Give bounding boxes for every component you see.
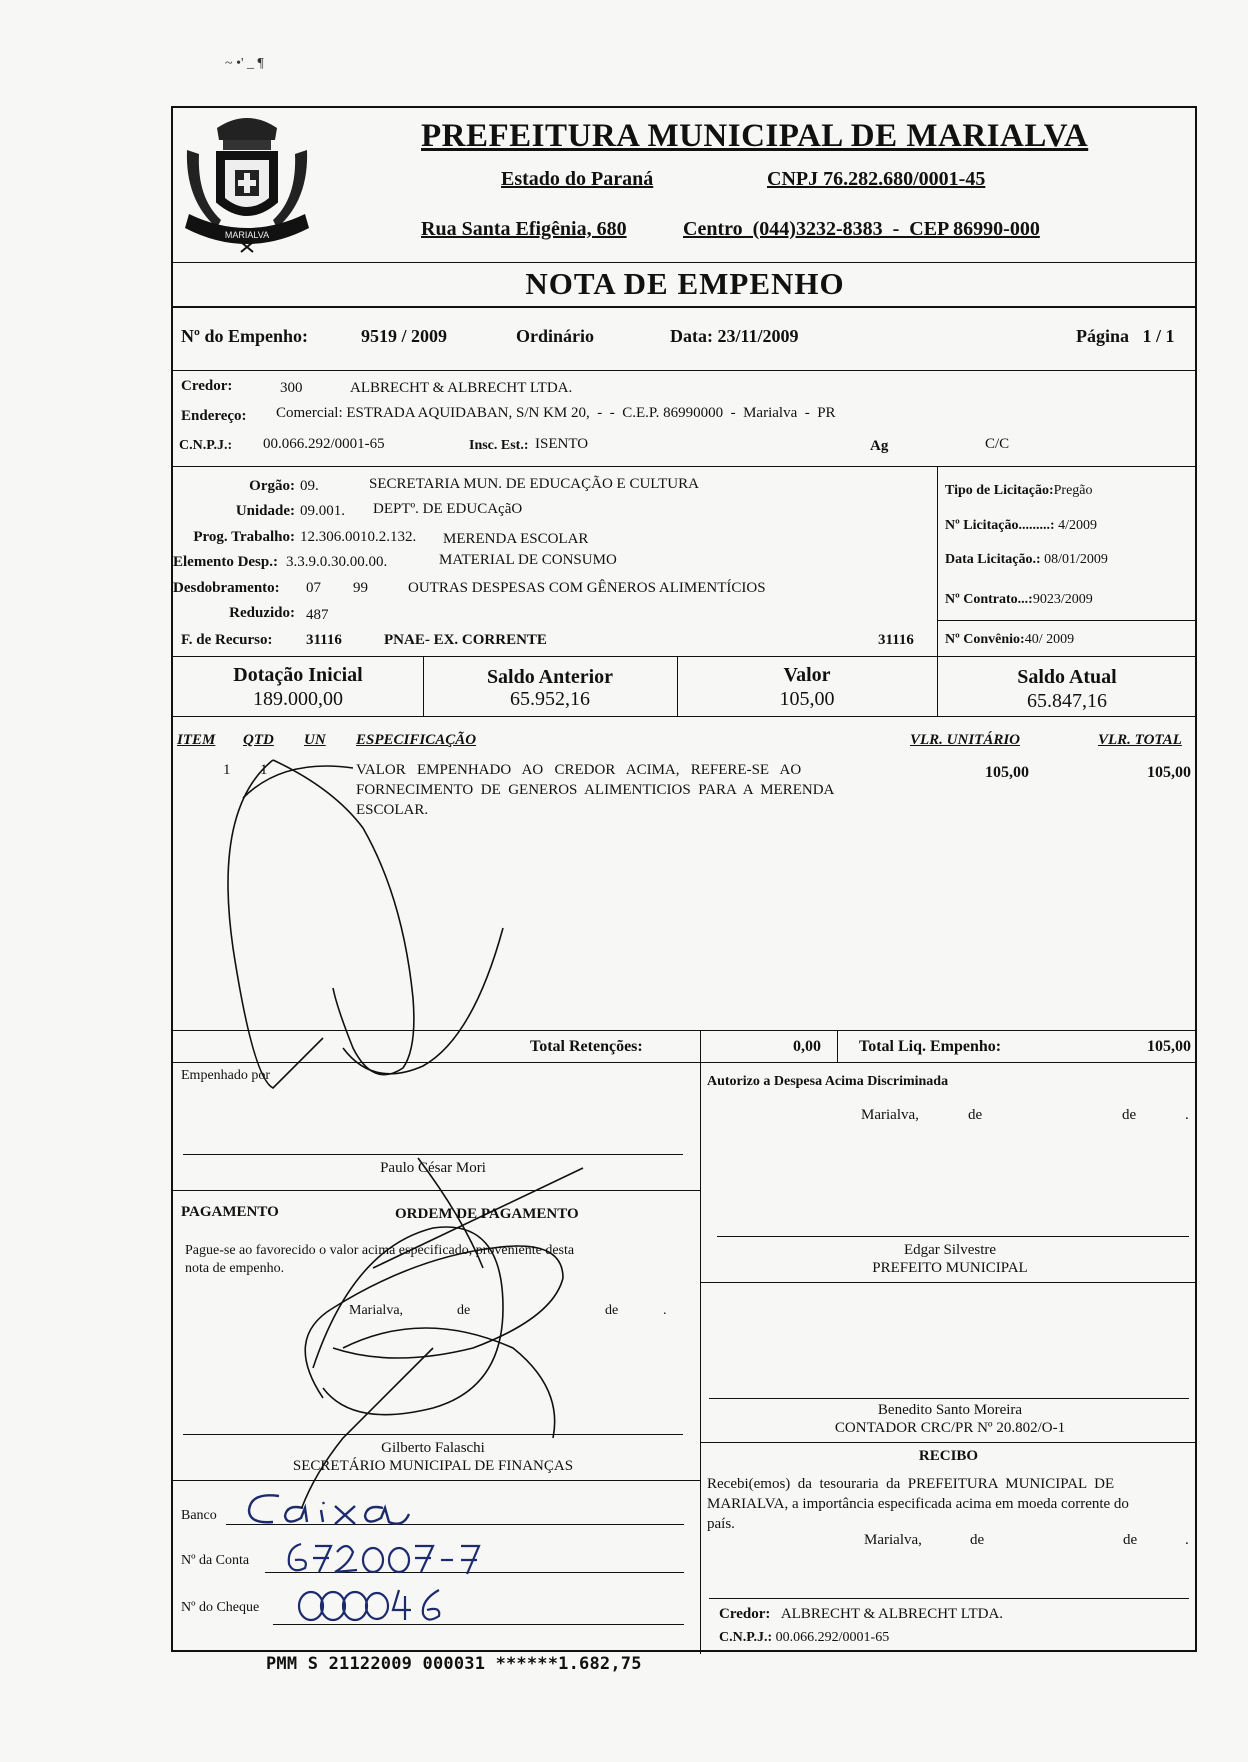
recibo-credor: Credor: ALBRECHT & ALBRECHT LTDA. <box>719 1606 1004 1622</box>
contador-name: Benedito Santo Moreira <box>877 1402 1023 1418</box>
credor-address: Comercial: ESTRADA AQUIDABAN, S/N KM 20, - - C.E.P. 86990000 - Marialva - PR <box>276 405 836 421</box>
pague-se-line-2: nota de empenho. <box>185 1261 285 1276</box>
ordem-pagamento-title: ORDEM DE PAGAMENTO <box>395 1206 579 1222</box>
cheque-label: Nº do Cheque <box>181 1600 260 1615</box>
item-total-value: 105,00 <box>1147 764 1191 781</box>
empenho-type: Ordinário <box>516 326 595 346</box>
street-address: Rua Santa Efigênia, 680 <box>421 218 627 240</box>
recibo-city: Marialva, <box>864 1532 922 1548</box>
recibo-de-1: de <box>970 1532 985 1548</box>
account-label: C/C <box>985 436 1010 452</box>
saldo-anterior-label: Saldo Anterior <box>486 666 614 688</box>
recurso-code: 31116 <box>306 632 342 648</box>
unidade-code: 09.001. <box>300 503 345 519</box>
banco-label: Banco <box>181 1508 217 1523</box>
address-label: Endereço: <box>181 408 247 424</box>
prog-trabalho-name: MERENDA ESCOLAR <box>443 531 589 547</box>
credor-name: ALBRECHT & ALBRECHT LTDA. <box>350 380 573 396</box>
total-liquido-value: 105,00 <box>1147 1038 1191 1055</box>
saldo-atual-label: Saldo Atual <box>1017 666 1117 688</box>
numero-contrato: Nº Contrato...:9023/2009 <box>945 592 1093 607</box>
col-un: UN <box>304 732 326 748</box>
pagamento-de-2: de <box>605 1303 619 1318</box>
conta-handwritten <box>283 1538 503 1578</box>
recurso-label: F. de Recurso: <box>181 632 273 648</box>
insc-est-value: ISENTO <box>535 436 589 452</box>
desdobramento-name: OUTRAS DESPESAS COM GÊNEROS ALIMENTÍCIOS <box>408 580 766 596</box>
desdobramento-label: Desdobramento: <box>173 580 280 596</box>
contador-title: CONTADOR CRC/PR Nº 20.802/O-1 <box>834 1420 1066 1436</box>
crest-banner-text: MARIALVA <box>224 230 270 240</box>
credor-cnpj: 00.066.292/0001-65 <box>263 436 385 452</box>
desdobramento-a: 07 <box>306 580 321 596</box>
document-title: NOTA DE EMPENHO <box>525 266 845 301</box>
state-name: Estado do Paraná <box>501 168 654 190</box>
signature-scribbles <box>173 748 1197 1508</box>
conta-label: Nº da Conta <box>181 1553 250 1568</box>
autorizo-dot: . <box>1185 1107 1189 1123</box>
municipal-crest-icon <box>177 110 317 260</box>
col-item: ITEM <box>177 732 216 748</box>
agency-label: Ag <box>870 438 889 454</box>
contact-info: Centro (044)3232-8383 - CEP 86990-000 <box>683 218 1040 240</box>
item-spec-line-3: ESCOLAR. <box>356 802 429 818</box>
pagamento-de-1: de <box>457 1303 471 1318</box>
valor-label: Valor <box>783 664 831 686</box>
empenho-number-label: Nº do Empenho: <box>181 326 308 346</box>
recibo-line-2: MARIALVA, a importância especificada acima em moeda corrente do <box>707 1496 1129 1512</box>
autorizo-de-2: de <box>1122 1107 1137 1123</box>
recibo-dot: . <box>1185 1532 1189 1548</box>
recibo-line-1: Recebi(emos) da tesouraria da PREFEITURA MUNICIPAL DE <box>707 1476 1115 1492</box>
reduzido-value: 487 <box>306 607 329 623</box>
recurso-code-2: 31116 <box>878 632 914 648</box>
item-qty: 1 <box>260 762 268 778</box>
dotacao-inicial-value: 189.000,00 <box>253 688 343 710</box>
pague-se-line-1: Pague-se ao favorecido o valor acima especificado, proveniente desta <box>185 1243 575 1258</box>
recibo-line-3: país. <box>707 1516 735 1532</box>
autorizo-title: Autorizo a Despesa Acima Discriminada <box>707 1074 949 1089</box>
tipo-licitacao: Tipo de Licitação:Pregão <box>945 483 1093 498</box>
prefeito-title: PREFEITO MUNICIPAL <box>872 1260 1028 1276</box>
numero-convenio: Nº Convênio:40/ 2009 <box>945 632 1075 647</box>
empenho-number: 9519 / 2009 <box>361 326 448 346</box>
elemento-label: Elemento Desp.: <box>173 554 278 570</box>
numero-licitacao: Nº Licitação.........: 4/2009 <box>945 518 1097 533</box>
unidade-name: DEPTº. DE EDUCAçãO <box>373 501 523 517</box>
autorizo-city: Marialva, <box>861 1107 919 1123</box>
item-spec-line-2: FORNECIMENTO DE GENEROS ALIMENTICIOS PARA A MERENDA <box>356 782 835 798</box>
saldo-atual-value: 65.847,16 <box>1027 690 1107 712</box>
pagamento-dot: . <box>663 1303 667 1318</box>
page-number: Página 1 / 1 <box>1076 326 1175 346</box>
saldo-anterior-value: 65.952,16 <box>510 688 590 710</box>
recibo-de-2: de <box>1123 1532 1138 1548</box>
orgao-label: Orgão: <box>249 478 295 494</box>
municipality-cnpj: CNPJ 76.282.680/0001-45 <box>767 168 986 190</box>
recibo-cnpj: C.N.P.J.: 00.066.292/0001-65 <box>719 1630 890 1645</box>
pagamento-title: PAGAMENTO <box>181 1204 279 1220</box>
col-especificacao: ESPECIFICAÇÃO <box>356 732 477 748</box>
desdobramento-b: 99 <box>353 580 368 596</box>
credor-code: 300 <box>280 380 303 396</box>
col-valor-unitario: VLR. UNITÁRIO <box>910 732 1021 748</box>
empenho-date: Data: 23/11/2009 <box>670 326 799 346</box>
insc-est-label: Insc. Est.: <box>469 438 529 453</box>
cheque-handwritten <box>293 1584 463 1626</box>
valor-value: 105,00 <box>779 688 835 710</box>
item-number: 1 <box>223 762 231 778</box>
empenhado-por-name: Paulo César Mori <box>380 1160 486 1176</box>
total-liquido-label: Total Liq. Empenho: <box>859 1038 1002 1055</box>
elemento-code: 3.3.9.0.30.00.00. <box>286 554 388 570</box>
col-qtd: QTD <box>243 732 274 748</box>
prog-trabalho-label: Prog. Trabalho: <box>193 529 295 545</box>
municipality-title: PREFEITURA MUNICIPAL DE MARIALVA <box>421 118 1089 154</box>
col-valor-total: VLR. TOTAL <box>1098 732 1182 748</box>
credor-label: Credor: <box>181 378 233 394</box>
authentication-stamp: PMM S 21122009 000031 ******1.682,75 <box>266 1654 642 1674</box>
orgao-code: 09. <box>300 478 319 494</box>
recurso-name: PNAE- EX. CORRENTE <box>384 632 547 648</box>
data-licitacao: Data Licitação.: 08/01/2009 <box>945 552 1108 567</box>
cnpj-label: C.N.P.J.: <box>179 438 233 453</box>
recibo-title: RECIBO <box>918 1448 979 1464</box>
elemento-name: MATERIAL DE CONSUMO <box>439 552 617 568</box>
secretario-name: Gilberto Falaschi <box>381 1440 485 1456</box>
autorizo-de-1: de <box>968 1107 983 1123</box>
item-spec-line-1: VALOR EMPENHADO AO CREDOR ACIMA, REFERE-SE AO <box>356 762 802 778</box>
item-unit-value: 105,00 <box>985 764 1029 781</box>
prefeito-name: Edgar Silvestre <box>903 1242 997 1258</box>
reduzido-label: Reduzido: <box>229 605 295 621</box>
nota-de-empenho-form <box>171 106 1197 1652</box>
empenhado-por-label: Empenhado por <box>181 1068 271 1083</box>
unidade-label: Unidade: <box>235 503 295 519</box>
scan-marks: ~ •' _ ¶ <box>225 56 264 71</box>
total-retencoes-label: Total Retenções: <box>530 1038 643 1055</box>
dotacao-inicial-label: Dotação Inicial <box>233 664 363 686</box>
total-retencoes-value: 0,00 <box>793 1038 821 1055</box>
pagamento-city: Marialva, <box>349 1303 404 1318</box>
secretario-title: SECRETÁRIO MUNICIPAL DE FINANÇAS <box>292 1458 574 1474</box>
prog-trabalho-code: 12.306.0010.2.132. <box>300 529 417 545</box>
orgao-name: SECRETARIA MUN. DE EDUCAÇÃO E CULTURA <box>369 476 699 492</box>
